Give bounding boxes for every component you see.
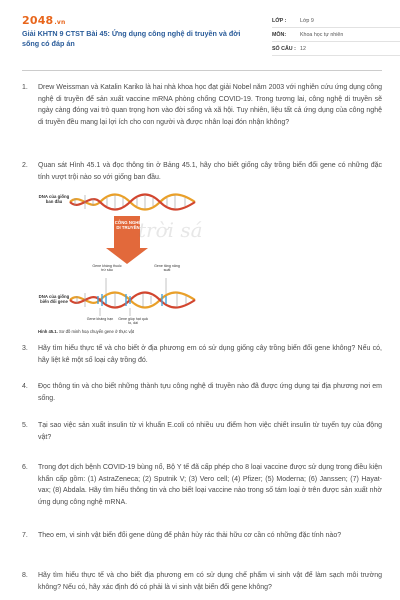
question-number: 6. — [22, 464, 28, 471]
watermark-text: trời sá — [138, 218, 203, 242]
arrow-label: CÔNG NGHỆ DI TRUYỀN — [114, 220, 142, 230]
dna-figure — [40, 190, 200, 330]
count-value: 12 — [300, 45, 306, 52]
info-row-class — [272, 14, 400, 28]
question-number: 4. — [22, 383, 28, 390]
dna-diagram — [40, 190, 200, 330]
count-label: SỐ CÂU : — [272, 45, 296, 52]
subject-label: MÔN: — [272, 31, 287, 38]
label-dna-original: DNA của giống ban đầu — [38, 194, 70, 204]
question-6 — [22, 462, 382, 508]
question-number: 5. — [22, 422, 28, 429]
info-row-count — [272, 42, 400, 56]
question-2 — [22, 160, 382, 183]
class-label: LỚP : — [272, 17, 287, 24]
question-4 — [22, 381, 382, 404]
question-number: 7. — [22, 532, 28, 539]
dna-helix-modified — [70, 293, 195, 308]
caption-number: Hình 45.1. — [38, 329, 58, 334]
question-5 — [22, 420, 382, 443]
label-gene-quality: Gene giúp hạt quả to, dài — [118, 317, 148, 326]
question-text: Drew Weissman và Katalin Kariko là hai nhà khoa học đạt giải Nobel năm 2003 với nghiên cứu ứng dụng công nghệ di truyền để sản xuất vaccine mRNA phòng chống COVID-19. Trong tương lai, công nghệ di truyền sẽ ngày càng đóng vai trò quan trọng hơn vào đời sống và xã hội. Tuy nhiên, liệu tất cả ứng dụng của công nghệ di truyền đều mang lại lợi ích cho con người và được nhân loại đón nhận không? — [38, 84, 382, 126]
question-number: 8. — [22, 572, 28, 579]
question-number: 3. — [22, 345, 28, 352]
label-gene-pest: Gene kháng thuốc trừ sâu — [92, 264, 122, 273]
figure-caption — [38, 329, 134, 334]
question-number: 2. — [22, 162, 28, 169]
logo-text: 2048 — [22, 14, 54, 27]
page-title: Giải KHTN 9 CTST Bài 45: Ứng dụng công nghệ di truyền và đời sống có đáp án — [22, 29, 241, 48]
question-7 — [22, 530, 382, 542]
dna-helix-original — [70, 195, 195, 210]
header — [22, 14, 382, 64]
label-dna-modified: DNA của giống biến đổi gene — [38, 294, 70, 304]
label-gene-disease: Gene kháng hạn — [86, 317, 114, 321]
question-number: 1. — [22, 84, 28, 91]
header-divider — [22, 70, 382, 71]
site-logo[interactable] — [22, 14, 65, 27]
label-gene-growth: Gene tăng năng suất — [154, 264, 180, 273]
question-text: Trong đợt dịch bệnh COVID-19 bùng nổ, Bộ Y tế đã cấp phép cho 8 loại vaccine được sử dụng trong điều kiện khẩn cấp gồm: (1) AstraZeneca; (2) Sputnik V; (3) Vero cell; (4) Pfizer; (5) Moderna; (6) Janssen; (7) Hayat-vax; (8) Abdala. Hãy tìm hiểu thông tin và cho biết loại vaccine nào trong số tám loại ở trên được sản xuất nhờ ứng dụng công nghệ mRNA. — [38, 464, 382, 506]
question-1 — [22, 82, 382, 128]
question-text: Tại sao việc sản xuất insulin từ vi khuẩn E.coli có nhiều ưu điểm hơn việc chiết insulin từ tuyến tụy của động vật? — [38, 422, 382, 441]
info-table — [272, 14, 400, 56]
subject-value: Khoa học tự nhiên — [300, 31, 344, 38]
question-text: Theo em, vi sinh vật biến đổi gene dùng để phân hủy rác thải hữu cơ cần có những đặc tính nào? — [38, 532, 342, 539]
logo-suffix: .vn — [54, 19, 66, 26]
class-value: Lớp 9 — [300, 17, 314, 24]
caption-text: Sơ đồ minh hoạ chuyển gene ở thực vật — [57, 329, 135, 334]
question-3 — [22, 343, 382, 366]
question-text: Đọc thông tin và cho biết những thành tựu công nghệ di truyền nào đã được ứng dụng tại địa phương nơi em sống. — [38, 383, 382, 402]
info-row-subject — [272, 28, 400, 42]
question-text: Hãy tìm hiểu thực tế và cho biết ở địa phương em có sử dụng giống cây trồng biến đổi gene không? Nếu có, hãy liệt kê một số loại cây trồng đó. — [38, 345, 382, 364]
question-text: Hãy tìm hiểu thực tế và cho biết địa phương em có sử dụng chế phẩm vi sinh vật để làm sạch môi trường không? Nếu có, hãy xác định đó có phải là vi sinh vật biến đổi gene không? — [38, 572, 382, 591]
question-text: Quan sát Hình 45.1 và đọc thông tin ở Bảng 45.1, hãy cho biết giống cây trồng biến đổi gene có những đặc tính vượt trội nào so với giống ban đầu. — [38, 162, 382, 181]
question-8 — [22, 570, 382, 593]
